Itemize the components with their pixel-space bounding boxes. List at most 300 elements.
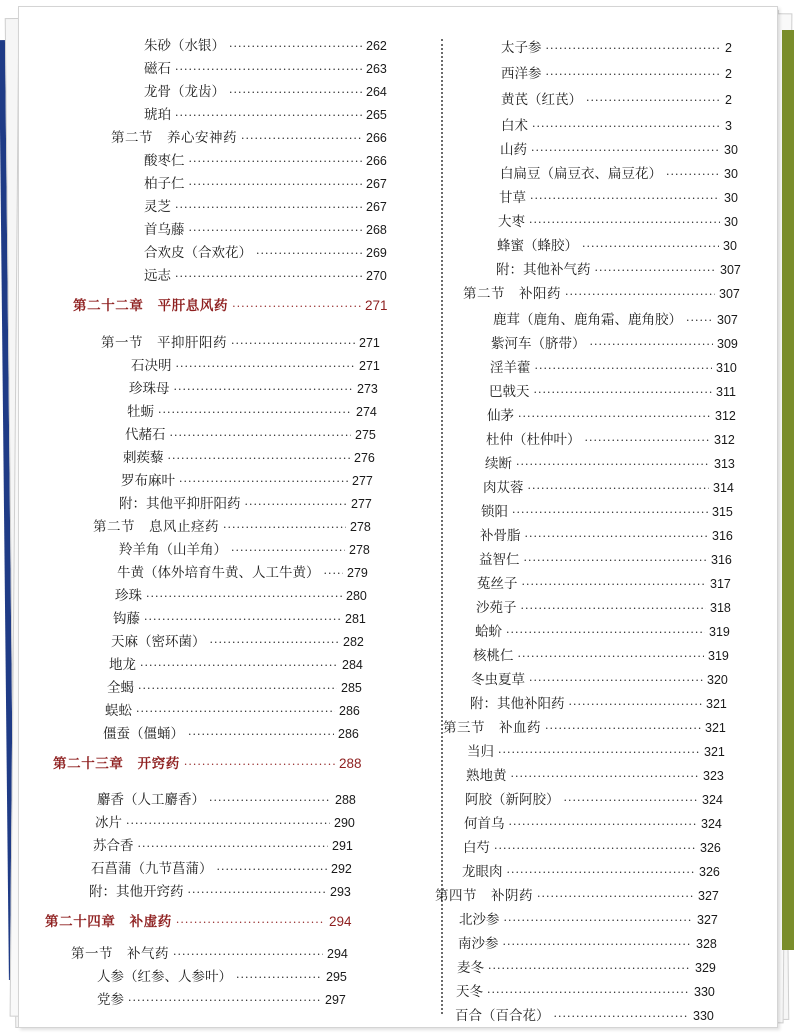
toc-entry xyxy=(487,407,741,426)
toc-leader-dots xyxy=(168,450,351,468)
toc-page-number: 278 xyxy=(349,543,370,557)
toc-entry-title: 附：其他补气药 xyxy=(496,262,591,278)
toc-entry-title: 麝香（人工麝香） xyxy=(97,792,205,808)
toc-leader-dots xyxy=(179,473,348,491)
toc-page-number: 2 xyxy=(725,67,732,81)
toc-leader-dots xyxy=(188,884,327,902)
toc-leader-dots xyxy=(666,166,720,184)
toc-leader-dots xyxy=(236,969,322,987)
toc-section-entry xyxy=(93,518,376,537)
toc-leader-dots xyxy=(232,298,361,316)
toc-page-number: 326 xyxy=(699,865,720,879)
toc-entry xyxy=(127,403,382,422)
toc-page-number: 320 xyxy=(707,673,728,687)
toc-entry-title: 龙眼肉 xyxy=(462,864,503,880)
toc-entry xyxy=(144,37,392,56)
toc-leader-dots xyxy=(231,542,345,560)
toc-entry-title: 北沙参 xyxy=(459,912,500,928)
toc-page xyxy=(18,6,778,1028)
toc-entry xyxy=(501,39,751,58)
toc-entry-title: 补骨脂 xyxy=(480,528,521,544)
toc-entry xyxy=(458,935,722,954)
toc-entry-title: 人参（红参、人参叶） xyxy=(97,969,232,985)
toc-entry-title: 核桃仁 xyxy=(473,648,514,664)
toc-page-number: 292 xyxy=(331,862,352,876)
toc-page-number: 311 xyxy=(716,385,736,399)
toc-leader-dots xyxy=(210,634,340,652)
toc-entry-title: 酸枣仁 xyxy=(144,153,185,169)
toc-entry xyxy=(465,791,728,810)
toc-leader-dots xyxy=(175,61,362,79)
toc-leader-dots xyxy=(126,815,330,833)
toc-leader-dots xyxy=(184,756,335,774)
toc-page-number: 278 xyxy=(350,520,371,534)
toc-leader-dots xyxy=(175,268,362,286)
toc-page-number: 312 xyxy=(715,409,736,423)
toc-entry-title: 冬虫夏草 xyxy=(471,672,525,688)
toc-page-number: 316 xyxy=(712,529,733,543)
toc-entry xyxy=(111,633,369,652)
toc-leader-dots xyxy=(545,720,701,738)
toc-entry xyxy=(501,65,751,84)
toc-leader-dots xyxy=(529,672,703,690)
toc-entry-title: 苏合香 xyxy=(93,838,134,854)
toc-leader-dots xyxy=(498,744,700,762)
toc-page-number: 313 xyxy=(714,457,735,471)
toc-leader-dots xyxy=(488,960,691,978)
toc-entry-title: 石菖蒲（九节菖蒲） xyxy=(91,861,213,877)
toc-entry-title: 僵蚕（僵蛹） xyxy=(103,726,184,742)
toc-page-number: 30 xyxy=(724,167,738,181)
toc-leader-dots xyxy=(516,456,710,474)
toc-entry-title: 第二节 息风止痉药 xyxy=(93,519,219,535)
toc-page-number: 295 xyxy=(326,970,347,984)
toc-entry xyxy=(501,117,751,136)
toc-page-number: 317 xyxy=(710,577,731,591)
toc-leader-dots xyxy=(245,496,348,514)
toc-entry-title: 磁石 xyxy=(144,61,171,77)
toc-page-number: 326 xyxy=(700,841,721,855)
toc-leader-dots xyxy=(229,84,362,102)
toc-entry xyxy=(89,883,356,902)
toc-leader-dots xyxy=(176,914,325,932)
toc-leader-dots xyxy=(176,358,356,376)
toc-page-number: 30 xyxy=(724,215,738,229)
toc-leader-dots xyxy=(175,199,362,217)
toc-leader-dots xyxy=(241,130,362,148)
toc-entry xyxy=(498,213,750,232)
toc-entry-title: 蛤蚧 xyxy=(475,624,502,640)
toc-leader-dots xyxy=(507,864,696,882)
toc-entry-title: 麦冬 xyxy=(457,960,484,976)
toc-page-number: 265 xyxy=(366,108,387,122)
toc-leader-dots xyxy=(175,107,362,125)
toc-entry-title: 第二节 养心安神药 xyxy=(111,130,237,146)
toc-section-entry xyxy=(101,334,385,353)
toc-section-entry xyxy=(463,285,745,304)
toc-entry xyxy=(499,189,750,208)
toc-entry xyxy=(131,357,385,376)
toc-entry-title: 紫河车（脐带） xyxy=(491,336,586,352)
toc-leader-dots xyxy=(531,142,720,160)
toc-entry-title: 珍珠 xyxy=(115,588,142,604)
toc-entry-title: 巴戟天 xyxy=(489,384,530,400)
toc-page-number: 2 xyxy=(725,93,732,107)
toc-page-number: 273 xyxy=(357,382,378,396)
toc-leader-dots xyxy=(528,480,710,498)
toc-leader-dots xyxy=(586,92,721,110)
toc-leader-dots xyxy=(518,408,711,426)
toc-page-number: 288 xyxy=(339,756,362,771)
toc-entry xyxy=(121,472,378,491)
toc-entry-title: 淫羊藿 xyxy=(490,360,531,376)
toc-leader-dots xyxy=(511,768,700,786)
toc-leader-dots xyxy=(136,703,335,721)
toc-page-number: 271 xyxy=(365,298,388,313)
toc-leader-dots xyxy=(534,384,713,402)
toc-page-number: 307 xyxy=(720,263,741,277)
toc-entry-title: 第二十四章 补虚药 xyxy=(45,914,172,930)
toc-entry xyxy=(481,503,738,522)
toc-entry xyxy=(471,671,733,690)
toc-entry xyxy=(485,455,740,474)
toc-entry xyxy=(107,679,367,698)
toc-entry-title: 第四节 补阴药 xyxy=(435,888,533,904)
toc-page-number: 330 xyxy=(693,1009,714,1023)
toc-entry xyxy=(500,165,750,184)
toc-page-number: 267 xyxy=(366,177,387,191)
toc-entry-title: 黄芪（红芪） xyxy=(501,92,582,108)
toc-entry-title: 益智仁 xyxy=(479,552,520,568)
toc-entry xyxy=(103,725,364,744)
toc-leader-dots xyxy=(209,792,331,810)
toc-entry-title: 羚羊角（山羊角） xyxy=(119,542,227,558)
toc-entry xyxy=(144,267,392,286)
toc-leader-dots xyxy=(585,432,711,450)
toc-entry-title: 白术 xyxy=(501,118,528,134)
toc-section-entry xyxy=(111,129,392,148)
toc-entry xyxy=(97,968,352,987)
toc-page-number: 269 xyxy=(366,246,387,260)
toc-entry xyxy=(479,551,737,570)
toc-entry xyxy=(144,83,392,102)
toc-leader-dots xyxy=(512,504,708,522)
toc-leader-dots xyxy=(546,66,722,84)
toc-section-entry xyxy=(71,945,353,964)
toc-leader-dots xyxy=(146,588,342,606)
toc-entry xyxy=(473,647,734,666)
toc-entry-title: 刺蒺藜 xyxy=(123,450,164,466)
toc-page-number: 324 xyxy=(701,817,722,831)
toc-entry xyxy=(493,311,743,330)
column-divider xyxy=(441,39,443,1014)
toc-leader-dots xyxy=(189,222,363,240)
toc-leader-dots xyxy=(509,816,698,834)
toc-section-entry xyxy=(435,887,724,906)
toc-entry xyxy=(466,767,729,786)
toc-entry xyxy=(119,495,377,514)
toc-page-number: 291 xyxy=(332,839,353,853)
toc-leader-dots xyxy=(686,312,713,330)
toc-page-number: 266 xyxy=(366,131,387,145)
toc-page-number: 327 xyxy=(697,913,718,927)
toc-entry-title: 远志 xyxy=(144,268,171,284)
toc-page-number: 271 xyxy=(359,359,380,373)
toc-entry-title: 熟地黄 xyxy=(466,768,507,784)
toc-page-number: 321 xyxy=(706,697,727,711)
toc-entry-title: 续断 xyxy=(485,456,512,472)
toc-entry-title: 琥珀 xyxy=(144,107,171,123)
toc-leader-dots xyxy=(569,696,703,714)
toc-entry-title: 钩藤 xyxy=(113,611,140,627)
toc-leader-dots xyxy=(229,38,362,56)
toc-page-number: 30 xyxy=(724,191,738,205)
toc-page-number: 316 xyxy=(711,553,732,567)
toc-entry-title: 菟丝子 xyxy=(477,576,518,592)
toc-entry-title: 代赭石 xyxy=(125,427,166,443)
toc-page-number: 286 xyxy=(338,727,359,741)
toc-leader-dots xyxy=(494,840,696,858)
toc-leader-dots xyxy=(506,624,705,642)
toc-chapter-entry xyxy=(53,755,365,774)
toc-page-number: 319 xyxy=(708,649,729,663)
toc-page-number: 264 xyxy=(366,85,387,99)
toc-entry xyxy=(462,863,725,882)
toc-page-number: 309 xyxy=(717,337,738,351)
toc-entry-title: 朱砂（水银） xyxy=(144,38,225,54)
toc-entry-title: 龙骨（龙齿） xyxy=(144,84,225,100)
toc-leader-dots xyxy=(223,519,346,537)
toc-page-number: 30 xyxy=(723,239,737,253)
toc-leader-dots xyxy=(174,381,354,399)
toc-page-number: 2 xyxy=(725,41,732,55)
toc-entry xyxy=(113,610,371,629)
toc-leader-dots xyxy=(487,984,690,1002)
toc-leader-dots xyxy=(529,214,720,232)
toc-entry xyxy=(105,702,365,721)
toc-leader-dots xyxy=(582,238,719,256)
toc-leader-dots xyxy=(546,40,722,58)
toc-entry xyxy=(463,839,726,858)
toc-entry xyxy=(129,380,383,399)
toc-entry xyxy=(97,791,361,810)
toc-entry-title: 天冬 xyxy=(456,984,483,1000)
toc-page-number: 267 xyxy=(366,200,387,214)
toc-leader-dots xyxy=(189,176,363,194)
toc-leader-dots xyxy=(518,648,705,666)
toc-entry-title: 合欢皮（合欢花） xyxy=(144,245,252,261)
toc-page-number: 310 xyxy=(716,361,737,375)
toc-entry xyxy=(144,175,392,194)
toc-entry-title: 西洋参 xyxy=(501,66,542,82)
toc-entry xyxy=(457,959,721,978)
toc-page-number: 280 xyxy=(346,589,367,603)
toc-page-number: 275 xyxy=(355,428,376,442)
toc-section-entry xyxy=(443,719,731,738)
toc-page-number: 277 xyxy=(352,474,373,488)
toc-entry-title: 杜仲（杜仲叶） xyxy=(486,432,581,448)
toc-entry xyxy=(97,991,351,1010)
toc-page-number: 274 xyxy=(356,405,377,419)
toc-entry-title: 阿胶（新阿胶） xyxy=(465,792,560,808)
toc-entry-title: 南沙参 xyxy=(458,936,499,952)
toc-page-number: 281 xyxy=(345,612,366,626)
toc-entry xyxy=(476,599,736,618)
toc-leader-dots xyxy=(503,936,693,954)
toc-entry-title: 珍珠母 xyxy=(129,381,170,397)
toc-entry xyxy=(91,860,357,879)
toc-page-number: 318 xyxy=(710,601,731,615)
toc-page-number: 294 xyxy=(329,914,352,929)
toc-entry-title: 附：其他补阳药 xyxy=(470,696,565,712)
toc-page-number: 3 xyxy=(725,119,732,133)
toc-leader-dots xyxy=(521,600,707,618)
toc-entry xyxy=(115,587,372,606)
toc-page-number: 297 xyxy=(325,993,346,1007)
toc-leader-dots xyxy=(128,992,321,1010)
toc-leader-dots xyxy=(564,792,699,810)
toc-entry xyxy=(496,261,746,280)
toc-entry-title: 沙苑子 xyxy=(476,600,517,616)
toc-entry xyxy=(501,91,751,110)
toc-page-number: 293 xyxy=(330,885,351,899)
toc-entry-title: 牛黄（体外培育牛黄、人工牛黄） xyxy=(117,565,320,581)
toc-leader-dots xyxy=(140,657,338,675)
toc-leader-dots xyxy=(565,286,715,304)
toc-entry xyxy=(483,479,739,498)
toc-leader-dots xyxy=(530,190,720,208)
toc-entry-title: 第一节 补气药 xyxy=(71,946,169,962)
toc-entry-title: 甘草 xyxy=(499,190,526,206)
toc-leader-dots xyxy=(158,404,352,422)
toc-entry-title: 天麻（密环菌） xyxy=(111,634,206,650)
toc-entry-title: 大枣 xyxy=(498,214,525,230)
toc-entry-title: 太子参 xyxy=(501,40,542,56)
toc-leader-dots xyxy=(138,838,329,856)
toc-page-number: 294 xyxy=(327,947,348,961)
toc-entry-title: 第二十二章 平肝息风药 xyxy=(73,298,229,314)
toc-entry-title: 白芍 xyxy=(463,840,490,856)
toc-leader-dots xyxy=(324,565,344,583)
toc-leader-dots xyxy=(188,726,334,744)
toc-chapter-entry xyxy=(45,913,355,932)
toc-page-number: 30 xyxy=(724,143,738,157)
toc-entry-title: 第二十三章 开窍药 xyxy=(53,756,180,772)
toc-leader-dots xyxy=(554,1008,690,1026)
toc-page-number: 315 xyxy=(712,505,733,519)
back-cover-edge-right xyxy=(782,30,794,950)
toc-page-number: 321 xyxy=(705,721,726,735)
toc-entry xyxy=(459,911,723,930)
toc-page-number: 330 xyxy=(694,985,715,999)
toc-entry xyxy=(144,60,392,79)
toc-entry-title: 牡蛎 xyxy=(127,404,154,420)
toc-page-number: 277 xyxy=(351,497,372,511)
toc-page-number: 290 xyxy=(334,816,355,830)
toc-page-number: 329 xyxy=(695,961,716,975)
toc-page-number: 284 xyxy=(342,658,363,672)
toc-leader-dots xyxy=(504,912,694,930)
toc-entry xyxy=(123,449,380,468)
toc-entry xyxy=(490,359,742,378)
toc-page-number: 307 xyxy=(719,287,740,301)
toc-chapter-entry xyxy=(73,297,391,316)
toc-entry-title: 蜂蜜（蜂胶） xyxy=(497,238,578,254)
toc-leader-dots xyxy=(231,335,355,353)
toc-entry xyxy=(477,575,736,594)
toc-page-number: 312 xyxy=(714,433,735,447)
toc-entry-title: 第二节 补阳药 xyxy=(463,286,561,302)
toc-leader-dots xyxy=(525,528,709,546)
toc-leader-dots xyxy=(522,576,707,594)
toc-leader-dots xyxy=(595,262,717,280)
toc-entry-title: 锁阳 xyxy=(481,504,508,520)
toc-entry xyxy=(500,141,750,160)
toc-entry xyxy=(464,815,727,834)
toc-page-number: 266 xyxy=(366,154,387,168)
toc-entry xyxy=(109,656,368,675)
toc-leader-dots xyxy=(144,611,341,629)
toc-page-number: 324 xyxy=(702,793,723,807)
toc-page-number: 271 xyxy=(359,336,380,350)
toc-leader-dots xyxy=(537,888,694,906)
toc-leader-dots xyxy=(217,861,328,879)
toc-entry-title: 山药 xyxy=(500,142,527,158)
toc-entry xyxy=(144,198,392,217)
toc-page-number: 279 xyxy=(347,566,368,580)
toc-entry xyxy=(497,237,749,256)
toc-entry xyxy=(480,527,738,546)
toc-entry xyxy=(93,837,358,856)
toc-page-number: 285 xyxy=(341,681,362,695)
toc-page-number: 263 xyxy=(366,62,387,76)
toc-page-number: 262 xyxy=(366,39,387,53)
toc-entry-title: 第三节 补血药 xyxy=(443,720,541,736)
toc-leader-dots xyxy=(535,360,713,378)
toc-leader-dots xyxy=(170,427,352,445)
toc-page-number: 282 xyxy=(343,635,364,649)
toc-entry-title: 冰片 xyxy=(95,815,122,831)
toc-entry xyxy=(467,743,730,762)
toc-entry xyxy=(475,623,735,642)
toc-entry xyxy=(144,244,392,263)
toc-leader-dots xyxy=(138,680,337,698)
toc-page-number: 314 xyxy=(713,481,734,495)
toc-entry xyxy=(144,106,392,125)
toc-entry-title: 当归 xyxy=(467,744,494,760)
toc-entry xyxy=(119,541,375,560)
toc-entry-title: 何首乌 xyxy=(464,816,505,832)
toc-entry xyxy=(486,431,740,450)
toc-page-number: 288 xyxy=(335,793,356,807)
toc-entry-title: 罗布麻叶 xyxy=(121,473,175,489)
toc-entry-title: 仙茅 xyxy=(487,408,514,424)
toc-entry-title: 蜈蚣 xyxy=(105,703,132,719)
toc-entry-title: 地龙 xyxy=(109,657,136,673)
toc-entry-title: 石决明 xyxy=(131,358,172,374)
toc-entry xyxy=(455,1007,719,1026)
toc-entry-title: 第一节 平抑肝阳药 xyxy=(101,335,227,351)
toc-page-number: 323 xyxy=(703,769,724,783)
toc-page-number: 307 xyxy=(717,313,738,327)
toc-entry-title: 灵芝 xyxy=(144,199,171,215)
toc-page-number: 328 xyxy=(696,937,717,951)
toc-leader-dots xyxy=(524,552,708,570)
toc-entry-title: 附：其他平抑肝阳药 xyxy=(119,496,241,512)
toc-leader-dots xyxy=(173,946,323,964)
toc-entry xyxy=(125,426,381,445)
toc-entry-title: 肉苁蓉 xyxy=(483,480,524,496)
